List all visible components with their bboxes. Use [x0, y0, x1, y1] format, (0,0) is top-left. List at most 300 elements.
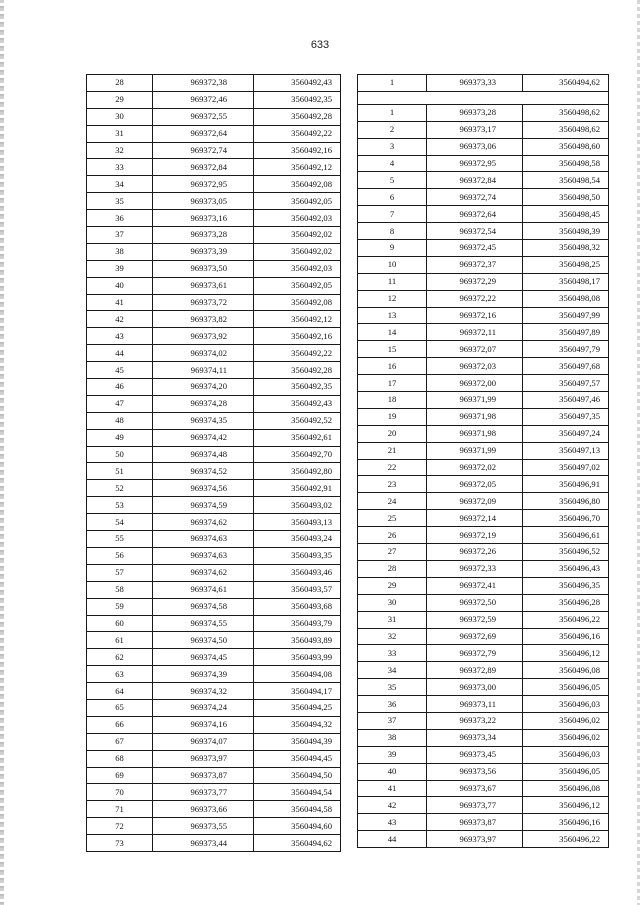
- table-row: [358, 273, 609, 290]
- x-coordinate: 969374,39: [153, 666, 254, 683]
- table-row: [358, 831, 609, 848]
- y-coordinate: 3560498,62: [523, 121, 609, 138]
- point-number: 48: [87, 412, 153, 429]
- y-coordinate: 3560498,25: [523, 256, 609, 273]
- x-coordinate: 969374,62: [153, 564, 254, 581]
- x-coordinate: 969372,09: [427, 493, 523, 510]
- x-coordinate: 969372,11: [427, 324, 523, 341]
- point-number: 49: [87, 429, 153, 446]
- x-coordinate: 969372,02: [427, 459, 523, 476]
- y-coordinate: 3560496,52: [523, 544, 609, 561]
- y-coordinate: 3560492,43: [254, 75, 341, 92]
- point-number: 20: [358, 425, 427, 442]
- x-coordinate: 969372,95: [153, 176, 254, 193]
- point-number: 31: [358, 611, 427, 628]
- table-row: [87, 547, 341, 564]
- y-coordinate: 3560497,57: [523, 375, 609, 392]
- y-coordinate: 3560496,08: [523, 662, 609, 679]
- point-number: 44: [87, 345, 153, 362]
- y-coordinate: 3560496,35: [523, 577, 609, 594]
- table-row: [358, 763, 609, 780]
- point-number: 33: [87, 159, 153, 176]
- coordinates-table-left: [86, 74, 341, 852]
- point-number: 5: [358, 172, 427, 189]
- y-coordinate: 3560492,12: [254, 159, 341, 176]
- x-coordinate: 969374,56: [153, 480, 254, 497]
- y-coordinate: 3560492,61: [254, 429, 341, 446]
- point-number: 50: [87, 446, 153, 463]
- y-coordinate: 3560496,02: [523, 712, 609, 729]
- table-row: [358, 425, 609, 442]
- y-coordinate: 3560492,08: [254, 176, 341, 193]
- x-coordinate: 969372,55: [153, 108, 254, 125]
- point-number: 70: [87, 784, 153, 801]
- x-coordinate: 969373,55: [153, 818, 254, 835]
- table-row: [358, 746, 609, 763]
- table-row: [87, 159, 341, 176]
- x-coordinate: 969373,05: [153, 193, 254, 210]
- y-coordinate: 3560496,02: [523, 729, 609, 746]
- point-number: 38: [87, 243, 153, 260]
- table-row: [87, 514, 341, 531]
- table-row: [87, 733, 341, 750]
- x-coordinate: 969373,77: [153, 784, 254, 801]
- y-coordinate: 3560493,13: [254, 514, 341, 531]
- y-coordinate: 3560493,35: [254, 547, 341, 564]
- x-coordinate: 969372,26: [427, 544, 523, 561]
- table-row: [358, 392, 609, 409]
- x-coordinate: 969373,97: [427, 831, 523, 848]
- table-row: [87, 328, 341, 345]
- y-coordinate: 3560496,80: [523, 493, 609, 510]
- scan-edge-left: [0, 0, 4, 905]
- coordinates-table-right-body: [358, 75, 609, 848]
- table-row: [87, 615, 341, 632]
- point-number: 42: [358, 797, 427, 814]
- point-number: 36: [358, 696, 427, 713]
- table-row: [87, 243, 341, 260]
- x-coordinate: 969373,87: [153, 767, 254, 784]
- x-coordinate: 969373,16: [153, 210, 254, 227]
- y-coordinate: 3560496,61: [523, 527, 609, 544]
- table-row: [87, 649, 341, 666]
- point-number: 30: [87, 108, 153, 125]
- x-coordinate: 969373,92: [153, 328, 254, 345]
- point-number: 29: [358, 577, 427, 594]
- point-number: 46: [87, 379, 153, 396]
- table-row: [358, 645, 609, 662]
- table-row: [87, 835, 341, 852]
- table-row: [87, 294, 341, 311]
- x-coordinate: 969373,82: [153, 311, 254, 328]
- x-coordinate: 969373,00: [427, 679, 523, 696]
- y-coordinate: 3560496,12: [523, 645, 609, 662]
- y-coordinate: 3560494,32: [254, 716, 341, 733]
- y-coordinate: 3560492,52: [254, 412, 341, 429]
- y-coordinate: 3560496,05: [523, 763, 609, 780]
- x-coordinate: 969371,98: [427, 425, 523, 442]
- y-coordinate: 3560492,16: [254, 328, 341, 345]
- y-coordinate: 3560494,60: [254, 818, 341, 835]
- x-coordinate: 969374,11: [153, 362, 254, 379]
- point-number: 26: [358, 527, 427, 544]
- table-row: [87, 446, 341, 463]
- y-coordinate: 3560496,91: [523, 476, 609, 493]
- point-number: 39: [358, 746, 427, 763]
- table-row: [87, 767, 341, 784]
- point-number: 54: [87, 514, 153, 531]
- point-number: 3: [358, 138, 427, 155]
- table-row: [358, 662, 609, 679]
- y-coordinate: 3560497,68: [523, 358, 609, 375]
- y-coordinate: 3560494,39: [254, 733, 341, 750]
- table-row: [358, 442, 609, 459]
- table-row: [358, 172, 609, 189]
- y-coordinate: 3560498,58: [523, 155, 609, 172]
- x-coordinate: 969373,87: [427, 814, 523, 831]
- table-row: [358, 729, 609, 746]
- point-number: 40: [87, 277, 153, 294]
- table-row: [358, 256, 609, 273]
- table-row: [358, 189, 609, 206]
- y-coordinate: 3560494,25: [254, 699, 341, 716]
- y-coordinate: 3560493,24: [254, 531, 341, 548]
- x-coordinate: 969371,98: [427, 408, 523, 425]
- point-number: 1: [358, 75, 427, 92]
- table-row: [358, 358, 609, 375]
- y-coordinate: 3560498,60: [523, 138, 609, 155]
- table-row: [358, 510, 609, 527]
- x-coordinate: 969374,07: [153, 733, 254, 750]
- point-number: 62: [87, 649, 153, 666]
- y-coordinate: 3560492,91: [254, 480, 341, 497]
- y-coordinate: 3560493,46: [254, 564, 341, 581]
- x-coordinate: 969372,89: [427, 662, 523, 679]
- point-number: 11: [358, 273, 427, 290]
- y-coordinate: 3560492,08: [254, 294, 341, 311]
- table-row: [87, 699, 341, 716]
- table-row: [358, 493, 609, 510]
- x-coordinate: 969372,79: [427, 645, 523, 662]
- x-coordinate: 969374,32: [153, 683, 254, 700]
- table-row: [358, 814, 609, 831]
- y-coordinate: 3560497,46: [523, 392, 609, 409]
- point-number: 25: [358, 510, 427, 527]
- table-row: [87, 395, 341, 412]
- x-coordinate: 969374,58: [153, 598, 254, 615]
- x-coordinate: 969372,74: [153, 142, 254, 159]
- point-number: 65: [87, 699, 153, 716]
- table-row: [358, 797, 609, 814]
- table-row: [87, 818, 341, 835]
- point-number: 71: [87, 801, 153, 818]
- y-coordinate: 3560497,99: [523, 307, 609, 324]
- x-coordinate: 969373,28: [153, 227, 254, 244]
- y-coordinate: 3560492,16: [254, 142, 341, 159]
- table-row: [87, 598, 341, 615]
- x-coordinate: 969373,56: [427, 763, 523, 780]
- y-coordinate: 3560494,17: [254, 683, 341, 700]
- point-number: 17: [358, 375, 427, 392]
- table-row: [87, 75, 341, 92]
- x-coordinate: 969372,54: [427, 223, 523, 240]
- table-row: [87, 176, 341, 193]
- table-row: [87, 801, 341, 818]
- table-row: [358, 240, 609, 257]
- point-number: 34: [87, 176, 153, 193]
- table-row: [358, 712, 609, 729]
- y-coordinate: 3560494,62: [523, 75, 609, 92]
- y-coordinate: 3560492,22: [254, 125, 341, 142]
- point-number: 41: [358, 780, 427, 797]
- point-number: 64: [87, 683, 153, 700]
- x-coordinate: 969374,61: [153, 581, 254, 598]
- point-number: 67: [87, 733, 153, 750]
- table-row: [87, 581, 341, 598]
- y-coordinate: 3560494,54: [254, 784, 341, 801]
- y-coordinate: 3560496,22: [523, 611, 609, 628]
- point-number: 28: [358, 560, 427, 577]
- point-number: 47: [87, 395, 153, 412]
- y-coordinate: 3560497,13: [523, 442, 609, 459]
- point-number: 9: [358, 240, 427, 257]
- point-number: 40: [358, 763, 427, 780]
- point-number: 22: [358, 459, 427, 476]
- x-coordinate: 969372,16: [427, 307, 523, 324]
- table-row: [87, 480, 341, 497]
- table-row: [358, 155, 609, 172]
- x-coordinate: 969372,05: [427, 476, 523, 493]
- point-number: 28: [87, 75, 153, 92]
- point-number: 32: [358, 628, 427, 645]
- table-row: [87, 666, 341, 683]
- table-row: [358, 223, 609, 240]
- table-row: [87, 784, 341, 801]
- table-row: [87, 277, 341, 294]
- point-number: 37: [358, 712, 427, 729]
- x-coordinate: 969372,07: [427, 341, 523, 358]
- y-coordinate: 3560492,02: [254, 227, 341, 244]
- x-coordinate: 969373,45: [427, 746, 523, 763]
- y-coordinate: 3560498,39: [523, 223, 609, 240]
- point-number: 30: [358, 594, 427, 611]
- x-coordinate: 969372,38: [153, 75, 254, 92]
- y-coordinate: 3560496,08: [523, 780, 609, 797]
- point-number: 16: [358, 358, 427, 375]
- table-row: [358, 341, 609, 358]
- x-coordinate: 969374,02: [153, 345, 254, 362]
- x-coordinate: 969374,42: [153, 429, 254, 446]
- y-coordinate: 3560498,45: [523, 206, 609, 223]
- y-coordinate: 3560497,89: [523, 324, 609, 341]
- table-row: [87, 429, 341, 446]
- point-number: 19: [358, 408, 427, 425]
- y-coordinate: 3560492,70: [254, 446, 341, 463]
- point-number: 33: [358, 645, 427, 662]
- x-coordinate: 969372,59: [427, 611, 523, 628]
- x-coordinate: 969372,74: [427, 189, 523, 206]
- table-row: [358, 527, 609, 544]
- gap-cell: [358, 91, 609, 104]
- x-coordinate: 969374,35: [153, 412, 254, 429]
- point-number: 43: [87, 328, 153, 345]
- x-coordinate: 969374,45: [153, 649, 254, 666]
- point-number: 73: [87, 835, 153, 852]
- point-number: 10: [358, 256, 427, 273]
- x-coordinate: 969374,59: [153, 497, 254, 514]
- point-number: 55: [87, 531, 153, 548]
- x-coordinate: 969372,84: [153, 159, 254, 176]
- y-coordinate: 3560498,17: [523, 273, 609, 290]
- y-coordinate: 3560496,22: [523, 831, 609, 848]
- table-row: [358, 138, 609, 155]
- point-number: 38: [358, 729, 427, 746]
- y-coordinate: 3560492,03: [254, 260, 341, 277]
- table-row: [87, 260, 341, 277]
- table-row: [358, 408, 609, 425]
- table-row: [358, 206, 609, 223]
- point-number: 13: [358, 307, 427, 324]
- point-number: 41: [87, 294, 153, 311]
- table-row: [358, 679, 609, 696]
- x-coordinate: 969371,99: [427, 442, 523, 459]
- point-number: 43: [358, 814, 427, 831]
- point-number: 57: [87, 564, 153, 581]
- table-row: [87, 564, 341, 581]
- point-number: 1: [358, 104, 427, 121]
- point-number: 23: [358, 476, 427, 493]
- y-coordinate: 3560492,35: [254, 91, 341, 108]
- y-coordinate: 3560496,16: [523, 814, 609, 831]
- point-number: 59: [87, 598, 153, 615]
- point-number: 61: [87, 632, 153, 649]
- x-coordinate: 969373,06: [427, 138, 523, 155]
- table-row: [358, 780, 609, 797]
- x-coordinate: 969373,39: [153, 243, 254, 260]
- y-coordinate: 3560494,08: [254, 666, 341, 683]
- x-coordinate: 969373,22: [427, 712, 523, 729]
- x-coordinate: 969374,63: [153, 547, 254, 564]
- table-row: [87, 210, 341, 227]
- point-number: 34: [358, 662, 427, 679]
- point-number: 15: [358, 341, 427, 358]
- y-coordinate: 3560498,32: [523, 240, 609, 257]
- y-coordinate: 3560492,12: [254, 311, 341, 328]
- table-row: [87, 142, 341, 159]
- x-coordinate: 969373,28: [427, 104, 523, 121]
- table-row: [358, 560, 609, 577]
- table-row: [358, 375, 609, 392]
- point-number: 21: [358, 442, 427, 459]
- x-coordinate: 969372,33: [427, 560, 523, 577]
- point-number: 35: [358, 679, 427, 696]
- y-coordinate: 3560492,05: [254, 277, 341, 294]
- table-row: [87, 125, 341, 142]
- table-row: [358, 628, 609, 645]
- table-row: [87, 531, 341, 548]
- y-coordinate: 3560496,12: [523, 797, 609, 814]
- point-number: 51: [87, 463, 153, 480]
- x-coordinate: 969371,99: [427, 392, 523, 409]
- point-number: 45: [87, 362, 153, 379]
- x-coordinate: 969373,77: [427, 797, 523, 814]
- y-coordinate: 3560492,22: [254, 345, 341, 362]
- y-coordinate: 3560496,70: [523, 510, 609, 527]
- table-row: [358, 696, 609, 713]
- x-coordinate: 969374,48: [153, 446, 254, 463]
- y-coordinate: 3560494,62: [254, 835, 341, 852]
- x-coordinate: 969372,64: [153, 125, 254, 142]
- table-row: [87, 311, 341, 328]
- y-coordinate: 3560493,57: [254, 581, 341, 598]
- point-number: 44: [358, 831, 427, 848]
- table-row: [87, 463, 341, 480]
- x-coordinate: 969372,84: [427, 172, 523, 189]
- x-coordinate: 969372,14: [427, 510, 523, 527]
- point-number: 14: [358, 324, 427, 341]
- y-coordinate: 3560492,28: [254, 362, 341, 379]
- x-coordinate: 969373,17: [427, 121, 523, 138]
- x-coordinate: 969372,64: [427, 206, 523, 223]
- point-number: 53: [87, 497, 153, 514]
- y-coordinate: 3560498,62: [523, 104, 609, 121]
- point-number: 31: [87, 125, 153, 142]
- y-coordinate: 3560492,02: [254, 243, 341, 260]
- table-row: [358, 324, 609, 341]
- x-coordinate: 969373,72: [153, 294, 254, 311]
- y-coordinate: 3560494,50: [254, 767, 341, 784]
- point-number: 52: [87, 480, 153, 497]
- y-coordinate: 3560492,05: [254, 193, 341, 210]
- x-coordinate: 969373,11: [427, 696, 523, 713]
- table-row: [358, 290, 609, 307]
- x-coordinate: 969373,61: [153, 277, 254, 294]
- y-coordinate: 3560492,35: [254, 379, 341, 396]
- y-coordinate: 3560496,28: [523, 594, 609, 611]
- point-number: 60: [87, 615, 153, 632]
- point-number: 37: [87, 227, 153, 244]
- x-coordinate: 969374,20: [153, 379, 254, 396]
- x-coordinate: 969372,03: [427, 358, 523, 375]
- x-coordinate: 969374,62: [153, 514, 254, 531]
- x-coordinate: 969373,66: [153, 801, 254, 818]
- point-number: 72: [87, 818, 153, 835]
- table-row: [358, 594, 609, 611]
- y-coordinate: 3560492,43: [254, 395, 341, 412]
- x-coordinate: 969373,67: [427, 780, 523, 797]
- table-row-top: [358, 75, 609, 92]
- y-coordinate: 3560497,24: [523, 425, 609, 442]
- y-coordinate: 3560492,03: [254, 210, 341, 227]
- point-number: 56: [87, 547, 153, 564]
- y-coordinate: 3560496,03: [523, 696, 609, 713]
- point-number: 68: [87, 750, 153, 767]
- x-coordinate: 969373,34: [427, 729, 523, 746]
- point-number: 4: [358, 155, 427, 172]
- x-coordinate: 969372,22: [427, 290, 523, 307]
- point-number: 69: [87, 767, 153, 784]
- point-number: 18: [358, 392, 427, 409]
- y-coordinate: 3560497,79: [523, 341, 609, 358]
- x-coordinate: 969372,46: [153, 91, 254, 108]
- x-coordinate: 969372,50: [427, 594, 523, 611]
- point-number: 27: [358, 544, 427, 561]
- x-coordinate: 969374,24: [153, 699, 254, 716]
- x-coordinate: 969372,29: [427, 273, 523, 290]
- table-row: [87, 345, 341, 362]
- y-coordinate: 3560492,80: [254, 463, 341, 480]
- point-number: 32: [87, 142, 153, 159]
